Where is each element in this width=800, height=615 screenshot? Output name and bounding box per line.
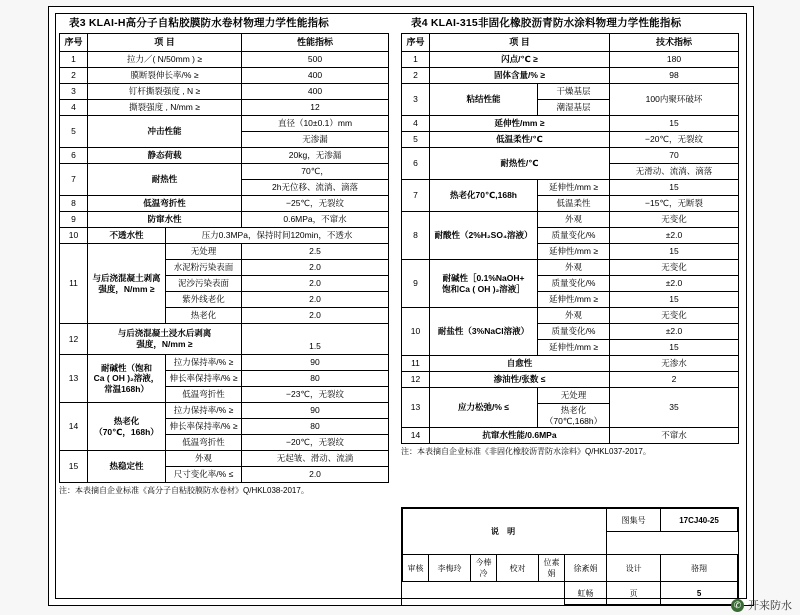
row-no: 10: [402, 308, 430, 356]
row-no: 5: [402, 132, 430, 148]
row-subitem: 外观: [538, 308, 610, 324]
atlas-number: 17CJ40-25: [661, 509, 738, 532]
title-block: [401, 507, 739, 606]
row-subitem: 低温弯折性: [166, 387, 242, 403]
row-value: 180: [610, 52, 739, 68]
table-row: [60, 100, 389, 116]
row-subitem: 伸长率保持率/% ≥: [166, 371, 242, 387]
role-name-check: 位素娟: [539, 555, 565, 582]
row-value: 0.6MPa，不窜水: [242, 212, 389, 228]
row-no: 11: [402, 356, 430, 372]
row-value: −15℃，无断裂: [610, 196, 739, 212]
table3-header-1: 项 目: [88, 34, 242, 52]
row-value: 20kg，无渗漏: [242, 148, 389, 164]
row-value: 无渗漏: [242, 132, 389, 148]
row-value: ±2.0: [610, 324, 739, 340]
table3-header-0: 序号: [60, 34, 88, 52]
table4-title: 表4 KLAI-315非固化橡胶沥青防水涂料物理力学性能指标: [411, 17, 682, 29]
row-item: 耐碱性（饱和 Ca ( OH )₂溶液， 常温168h）: [88, 355, 166, 403]
row-value: 70℃，: [242, 164, 389, 180]
row-value: 15: [610, 292, 739, 308]
row-subitem: 低温柔性: [538, 196, 610, 212]
table3-header-2: 性能指标: [242, 34, 389, 52]
row-no: 6: [60, 148, 88, 164]
table-row: [402, 308, 739, 324]
row-item: 热老化70℃,168h: [430, 180, 538, 212]
row-no: 7: [402, 180, 430, 212]
row-subitem: 无处理: [166, 244, 242, 260]
row-value: 不窜水: [610, 428, 739, 444]
row-no: 4: [402, 116, 430, 132]
row-subitem: 延伸性/mm ≥: [538, 244, 610, 260]
row-value: 80: [242, 371, 389, 387]
row-no: 8: [60, 196, 88, 212]
table-row: [402, 212, 739, 228]
row-subitem: 低温弯折性: [166, 435, 242, 451]
row-value: 压力0.3MPa，保持时间120min，不透水: [166, 228, 389, 244]
row-subitem: 质量变化/%: [538, 324, 610, 340]
row-value: 400: [242, 84, 389, 100]
table-row: [402, 132, 739, 148]
row-subitem: 水泥粉污染表面: [166, 260, 242, 276]
table-row: [60, 324, 389, 340]
row-item: 低温柔性/℃: [430, 132, 610, 148]
table3-container: [59, 15, 389, 496]
role-sign-review: 今棒冷: [471, 555, 497, 582]
table-row: [60, 84, 389, 100]
row-item: 闪点/℃ ≥: [430, 52, 610, 68]
table-row: [402, 356, 739, 372]
row-item: 延伸性/mm ≥: [430, 116, 610, 132]
row-item: 耐热性/℃: [430, 148, 610, 180]
row-no: 9: [60, 212, 88, 228]
row-item: 膜断裂伸长率/% ≥: [88, 68, 242, 84]
row-subitem: 泥沙污染表面: [166, 276, 242, 292]
row-value: −20℃，无裂纹: [610, 132, 739, 148]
row-value: 35: [610, 388, 739, 428]
row-subitem: 质量变化/%: [538, 228, 610, 244]
row-value: ±2.0: [610, 228, 739, 244]
row-no: 2: [402, 68, 430, 84]
row-no: 12: [402, 372, 430, 388]
row-no: 6: [402, 148, 430, 180]
role-label-check: 校对: [497, 555, 539, 582]
table-row: [60, 148, 389, 164]
role-sign-check: 徐紊娟: [565, 555, 607, 582]
row-item: 耐碱性［0.1%NaOH+ 饱和Ca ( OH )₂溶液］: [430, 260, 538, 308]
row-item: 与后浇混凝土剥离 强度，N/mm ≥: [88, 244, 166, 324]
row-value: −23℃，无裂纹: [242, 387, 389, 403]
row-subitem: 外观: [166, 451, 242, 467]
row-item: 粘结性能: [430, 84, 538, 116]
table-row: [60, 116, 389, 132]
row-value-spacer: [242, 324, 389, 340]
title-block-roles-row: [403, 555, 738, 582]
row-value: 2.5: [242, 244, 389, 260]
row-subitem: 外观: [538, 212, 610, 228]
role-label-review: 审核: [403, 555, 429, 582]
row-value: 2.0: [242, 292, 389, 308]
page-number: 5: [661, 582, 738, 605]
row-item: 不透水性: [88, 228, 166, 244]
table-row: [402, 148, 739, 164]
row-value: 2.0: [242, 467, 389, 483]
row-no: 2: [60, 68, 88, 84]
row-no: 14: [402, 428, 430, 444]
table-row: [402, 116, 739, 132]
row-no: 4: [60, 100, 88, 116]
row-value: 无滑动、流淌、滴落: [610, 164, 739, 180]
row-value: 15: [610, 116, 739, 132]
row-item: 自愈性: [430, 356, 610, 372]
row-value: 15: [610, 340, 739, 356]
table-row: [60, 196, 389, 212]
table-row: [60, 451, 389, 467]
row-no: 12: [60, 324, 88, 355]
page-label: 页: [607, 582, 661, 605]
row-value: 400: [242, 68, 389, 84]
table3-title: 表3 KLAI-H高分子自粘胶膜防水卷材物理力学性能指标: [69, 17, 329, 29]
row-no: 10: [60, 228, 88, 244]
row-subitem: 质量变化/%: [538, 276, 610, 292]
row-item: 耐盐性（3%NaCl溶液）: [430, 308, 538, 356]
row-value: 无变化: [610, 260, 739, 276]
row-value: 12: [242, 100, 389, 116]
row-subitem: 外观: [538, 260, 610, 276]
table4-header-0: 序号: [402, 34, 430, 52]
table-row: [60, 355, 389, 371]
row-no: 3: [402, 84, 430, 116]
table-row: [402, 260, 739, 276]
row-item: 热老化 （70℃，168h）: [88, 403, 166, 451]
row-subitem: 热老化（70℃,168h）: [538, 404, 610, 428]
row-value: 2h无位移、流淌、滴落: [242, 180, 389, 196]
row-no: 9: [402, 260, 430, 308]
row-value: −25℃，无裂纹: [242, 196, 389, 212]
row-value: 100内聚环破坏: [610, 84, 739, 116]
table4: [401, 33, 739, 444]
row-item: 与后浇混凝土浸水后剥离 强度，N/mm ≥: [88, 324, 242, 355]
role-name-review: 李梅玲: [429, 555, 471, 582]
row-subitem: 尺寸变化率/% ≤: [166, 467, 242, 483]
row-value: ±2.0: [610, 276, 739, 292]
row-no: 11: [60, 244, 88, 324]
role-sign-design: 虹畅: [565, 582, 607, 605]
watermark: [731, 597, 792, 613]
row-no: 3: [60, 84, 88, 100]
table-row: [402, 428, 739, 444]
table4-header-1: 项 目: [430, 34, 610, 52]
title-block-main-row: [403, 509, 738, 532]
row-subitem: 延伸性/mm ≥: [538, 292, 610, 308]
row-no: 13: [60, 355, 88, 403]
row-value: 无起皱、滑动、流淌: [242, 451, 389, 467]
row-item: 固体含量/% ≥: [430, 68, 610, 84]
row-value: 无渗水: [610, 356, 739, 372]
row-item: 钉杆撕裂强度 , N ≥: [88, 84, 242, 100]
row-value: 2.0: [242, 308, 389, 324]
row-value: 70: [610, 148, 739, 164]
table3-note: 注：本表摘自企业标准《高分子自粘胶膜防水卷材》Q/HKL038-2017。: [59, 486, 309, 495]
row-subitem: 无处理: [538, 388, 610, 404]
table-row: [60, 164, 389, 180]
table-row: [402, 388, 739, 404]
row-item: 渗油性/张数 ≤: [430, 372, 610, 388]
row-no: 8: [402, 212, 430, 260]
row-value: 90: [242, 355, 389, 371]
row-no: 1: [402, 52, 430, 68]
row-item: 耐热性: [88, 164, 242, 196]
row-item: 防窜水性: [88, 212, 242, 228]
row-no: 15: [60, 451, 88, 483]
row-value: 2.0: [242, 260, 389, 276]
table-row: [60, 212, 389, 228]
table-header-row: [402, 34, 739, 52]
row-value: 98: [610, 68, 739, 84]
row-subitem: 延伸性/mm ≥: [538, 180, 610, 196]
role-name-design: 骆翔: [661, 555, 738, 582]
row-item: 耐酸性（2%H₂SO₄溶液）: [430, 212, 538, 260]
row-value: 无变化: [610, 212, 739, 228]
table4-container: [401, 15, 739, 458]
row-value: 1.5: [242, 339, 389, 355]
table-row: [60, 403, 389, 419]
table-row: [60, 52, 389, 68]
wechat-icon: ✆: [731, 599, 744, 612]
drawing-sheet: [48, 6, 754, 606]
row-subitem: 紫外线老化: [166, 292, 242, 308]
table3: [59, 33, 389, 483]
title-block-page-row: [403, 582, 738, 605]
table-row: [402, 68, 739, 84]
row-value: 15: [610, 180, 739, 196]
table-header-row: [60, 34, 389, 52]
row-subitem: 伸长率保持率/% ≥: [166, 419, 242, 435]
row-value: 直径（10±0.1）mm: [242, 116, 389, 132]
table4-note: 注：本表摘自企业标准《非固化橡胶沥青防水涂料》Q/HKL037-2017。: [401, 447, 651, 457]
row-no: 13: [402, 388, 430, 428]
row-value: −20℃，无裂纹: [242, 435, 389, 451]
table-row: [402, 84, 739, 100]
row-subitem: 潮湿基层: [538, 100, 610, 116]
table-row: [402, 52, 739, 68]
row-subitem: 拉力保持率/% ≥: [166, 355, 242, 371]
row-item: 冲击性能: [88, 116, 242, 148]
row-value: 80: [242, 419, 389, 435]
row-value: 无变化: [610, 308, 739, 324]
table-row: [402, 180, 739, 196]
table-row: [402, 372, 739, 388]
watermark-text: 开来防水: [748, 600, 792, 612]
row-item: 撕裂强度 , N/mm ≥: [88, 100, 242, 116]
row-item: 热稳定性: [88, 451, 166, 483]
row-value: 500: [242, 52, 389, 68]
row-no: 1: [60, 52, 88, 68]
row-item: 静态荷载: [88, 148, 242, 164]
row-value: 15: [610, 244, 739, 260]
row-no: 14: [60, 403, 88, 451]
row-subitem: 拉力保持率/% ≥: [166, 403, 242, 419]
row-subitem: 延伸性/mm ≥: [538, 340, 610, 356]
row-item: 应力松弛/% ≤: [430, 388, 538, 428]
atlas-label: 图集号: [607, 509, 661, 532]
row-item: 低温弯折性: [88, 196, 242, 212]
row-subitem: 干燥基层: [538, 84, 610, 100]
row-no: 7: [60, 164, 88, 196]
row-value: 90: [242, 403, 389, 419]
table-row: [60, 228, 389, 244]
row-no: 5: [60, 116, 88, 148]
row-value: 2: [610, 372, 739, 388]
table-row: [60, 68, 389, 84]
row-item: 抗窜水性能/0.6MPa: [430, 428, 610, 444]
role-label-design: 设计: [607, 555, 661, 582]
title-block-title: 说 明: [403, 509, 607, 555]
row-item: 拉力／( N/50mm ) ≥: [88, 52, 242, 68]
row-subitem: 热老化: [166, 308, 242, 324]
table-row: [60, 244, 389, 260]
row-value: 2.0: [242, 276, 389, 292]
table4-header-2: 技术指标: [610, 34, 739, 52]
